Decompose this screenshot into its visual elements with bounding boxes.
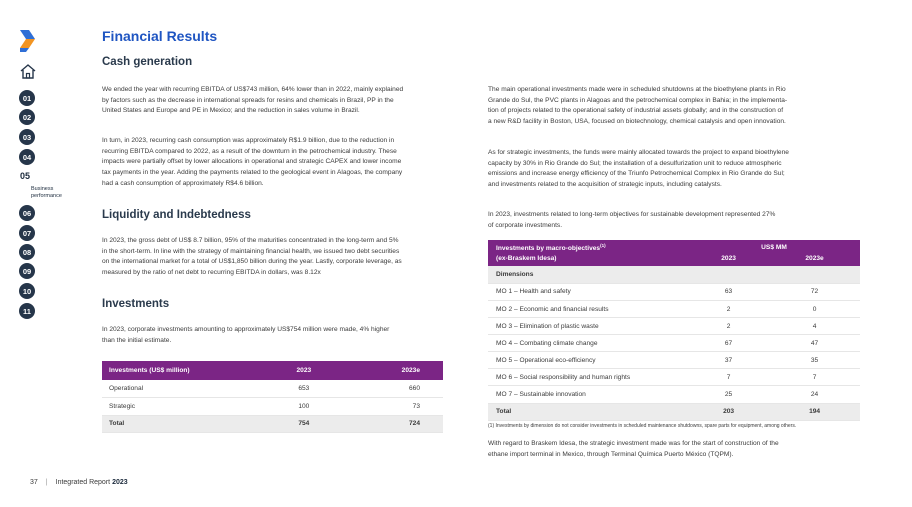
page-footer bbox=[30, 479, 128, 486]
table-cell: MO 1 – Health and safety bbox=[488, 283, 688, 300]
table-cell: MO 2 – Economic and financial results bbox=[488, 300, 688, 317]
heading-cash-generation: Cash generation bbox=[102, 56, 193, 68]
table-total-row bbox=[102, 415, 443, 433]
table-row bbox=[102, 380, 443, 398]
table-cell: 37 bbox=[688, 352, 769, 369]
table-total-row bbox=[488, 403, 860, 420]
table-section-row bbox=[488, 266, 860, 283]
table-cell: 203 bbox=[688, 403, 769, 420]
sidebar-nav bbox=[0, 0, 90, 507]
nav-current-label: Business performance bbox=[31, 186, 62, 199]
table-cell: 4 bbox=[769, 318, 860, 335]
table-cell: 660 bbox=[336, 380, 443, 398]
table-header-cell: Investments by macro-objectives$^{(1)}$ (ex-Braskem Idesa) bbox=[488, 240, 688, 266]
table-cell: 0 bbox=[769, 300, 860, 317]
table-header-cell: 2023e bbox=[336, 361, 443, 380]
table-cell: MO 3 – Elimination of plastic waste bbox=[488, 318, 688, 335]
table-cell: 73 bbox=[336, 398, 443, 416]
nav-item-11[interactable]: 11 bbox=[19, 303, 35, 319]
nav-item-08[interactable]: 08 bbox=[19, 244, 35, 260]
nav-item-02[interactable]: 02 bbox=[19, 109, 35, 125]
table-cell: 7 bbox=[769, 369, 860, 386]
table-cell: 63 bbox=[688, 283, 769, 300]
table-row bbox=[102, 398, 443, 416]
table-cell: Operational bbox=[102, 380, 272, 398]
table-row bbox=[488, 369, 860, 386]
nav-item-09[interactable]: 09 bbox=[19, 263, 35, 279]
heading-investments: Investments bbox=[102, 298, 170, 310]
nav-item-current[interactable]: 05 bbox=[20, 171, 31, 181]
paragraph-right-1: The main operational investments made were in scheduled shutdowns at the bioethylene plants in Rio Grande do Sul, the PVC plants in Alagoas and the petrochemical complex in Bahia; in the implementa- tion of projects related to the operational safety of industrial assets globally; and in the construction of a new R&D facility in Boston, USA, focused on biotechnology, chemical catalysis and open innovation. bbox=[488, 86, 788, 126]
nav-item-01[interactable]: 01 bbox=[19, 90, 35, 106]
report-label: Integrated Report 2023 bbox=[55, 479, 128, 486]
table-cell: 24 bbox=[769, 386, 860, 403]
table-row bbox=[488, 386, 860, 403]
table-footnote: (1) Investments by dimension do not consider investments in scheduled maintenance shutdowns, spare parts for equipment, among others. bbox=[488, 423, 797, 429]
page-number: 37 bbox=[30, 479, 38, 486]
footer-divider: | bbox=[45, 479, 48, 486]
table-header-unit: US$ MM bbox=[688, 240, 860, 253]
table-header-cell: 2023e bbox=[769, 253, 860, 266]
table-cell: Strategic bbox=[102, 398, 272, 416]
table-row bbox=[488, 318, 860, 335]
paragraph-cash-2: In turn, in 2023, recurring cash consumption was approximately R$1.9 billion, due to the reduction in recurring EBITDA compared to 2022, as a result of the downturn in the petrochemical industry. These impacts were partially offset by lower allocations in operational and strategic CAPEX and lower income tax payments in the year. Adding the payments related to the geological event in Alagoas, the company had a cash consumption of approximately R$4.6 billion. bbox=[102, 137, 403, 187]
home-icon[interactable] bbox=[19, 63, 37, 79]
nav-item-06[interactable]: 06 bbox=[19, 205, 35, 221]
braskem-logo-icon bbox=[20, 30, 36, 52]
macro-objectives-table bbox=[488, 240, 860, 421]
table-header-cell: 2023 bbox=[272, 361, 336, 380]
table-cell: 724 bbox=[336, 415, 443, 433]
table-cell: 194 bbox=[769, 403, 860, 420]
table-cell: MO 5 – Operational eco-efficiency bbox=[488, 352, 688, 369]
paragraph-right-4: With regard to Braskem Idesa, the strategic investment made was for the start of construction of the ethane import terminal in Mexico, through Terminal Química Puerto México (TQPM). bbox=[488, 440, 779, 458]
table-row bbox=[488, 283, 860, 300]
table-cell: Total bbox=[488, 403, 688, 420]
table-cell: Total bbox=[102, 415, 272, 433]
nav-item-07[interactable]: 07 bbox=[19, 225, 35, 241]
table-header-cell: Investments (US$ million) bbox=[102, 361, 272, 380]
table-cell: MO 4 – Combating climate change bbox=[488, 335, 688, 352]
table-header-row bbox=[488, 240, 860, 253]
paragraph-cash-1: We ended the year with recurring EBITDA of US$743 million, 64% lower than in 2022, mainly explained by factors such as the decrease in international spreads for resins and chemicals in Brazil, PP in the United States and Europe and PE in Mexico; and the reduction in sales volume in Brazil. bbox=[102, 86, 404, 115]
table-row bbox=[488, 335, 860, 352]
investments-table bbox=[102, 361, 443, 433]
paragraph-liquidity: In 2023, the gross debt of US$ 8.7 billion, 95% of the maturities concentrated in the long-term and 5% in the short-term. In line with the strategy of maintaining financial health, we issued two debt securities on the international market for a total of US$1,850 billion during the year. Lastly, corporate leverage, as measured by the ratio of net debt to recurring EBITDA in dollars, was 8.12x bbox=[102, 237, 402, 277]
table-row bbox=[488, 300, 860, 317]
paragraph-right-3: In 2023, investments related to long-term objectives for sustainable development represented 27% of corporate investments. bbox=[488, 211, 776, 229]
nav-item-10[interactable]: 10 bbox=[19, 283, 35, 299]
table-header-cell: 2023 bbox=[688, 253, 769, 266]
table-cell: 72 bbox=[769, 283, 860, 300]
table-cell: 2 bbox=[688, 300, 769, 317]
table-cell: 35 bbox=[769, 352, 860, 369]
page-title: Financial Results bbox=[102, 28, 218, 44]
table-cell: 653 bbox=[272, 380, 336, 398]
table-cell: 754 bbox=[272, 415, 336, 433]
table-cell: 2 bbox=[688, 318, 769, 335]
table-cell: 67 bbox=[688, 335, 769, 352]
table-cell: Dimensions bbox=[488, 266, 860, 283]
table-cell: MO 7 – Sustainable innovation bbox=[488, 386, 688, 403]
table-cell: 25 bbox=[688, 386, 769, 403]
heading-liquidity: Liquidity and Indebtedness bbox=[102, 209, 251, 221]
table-cell: 7 bbox=[688, 369, 769, 386]
table-header-row bbox=[102, 361, 443, 380]
table-cell: 100 bbox=[272, 398, 336, 416]
table-cell: 47 bbox=[769, 335, 860, 352]
nav-item-03[interactable]: 03 bbox=[19, 129, 35, 145]
table-cell: MO 6 – Social responsibility and human rights bbox=[488, 369, 688, 386]
nav-item-04[interactable]: 04 bbox=[19, 149, 35, 165]
paragraph-investments: In 2023, corporate investments amounting to approximately US$754 million were made, 4% higher than the initial estimate. bbox=[102, 326, 390, 344]
table-row bbox=[488, 352, 860, 369]
paragraph-right-2: As for strategic investments, the funds were mainly allocated towards the project to expand bioethylene capacity by 30% in Rio Grande do Sul; the installation of a desulfurization unit to reduce atmospheric emissions and increase energy efficiency of the Triunfo Petrochemical Complex in Rio Grande do Sul; and investments related to the acquisition of strategic inputs, including catalysts. bbox=[488, 149, 789, 189]
